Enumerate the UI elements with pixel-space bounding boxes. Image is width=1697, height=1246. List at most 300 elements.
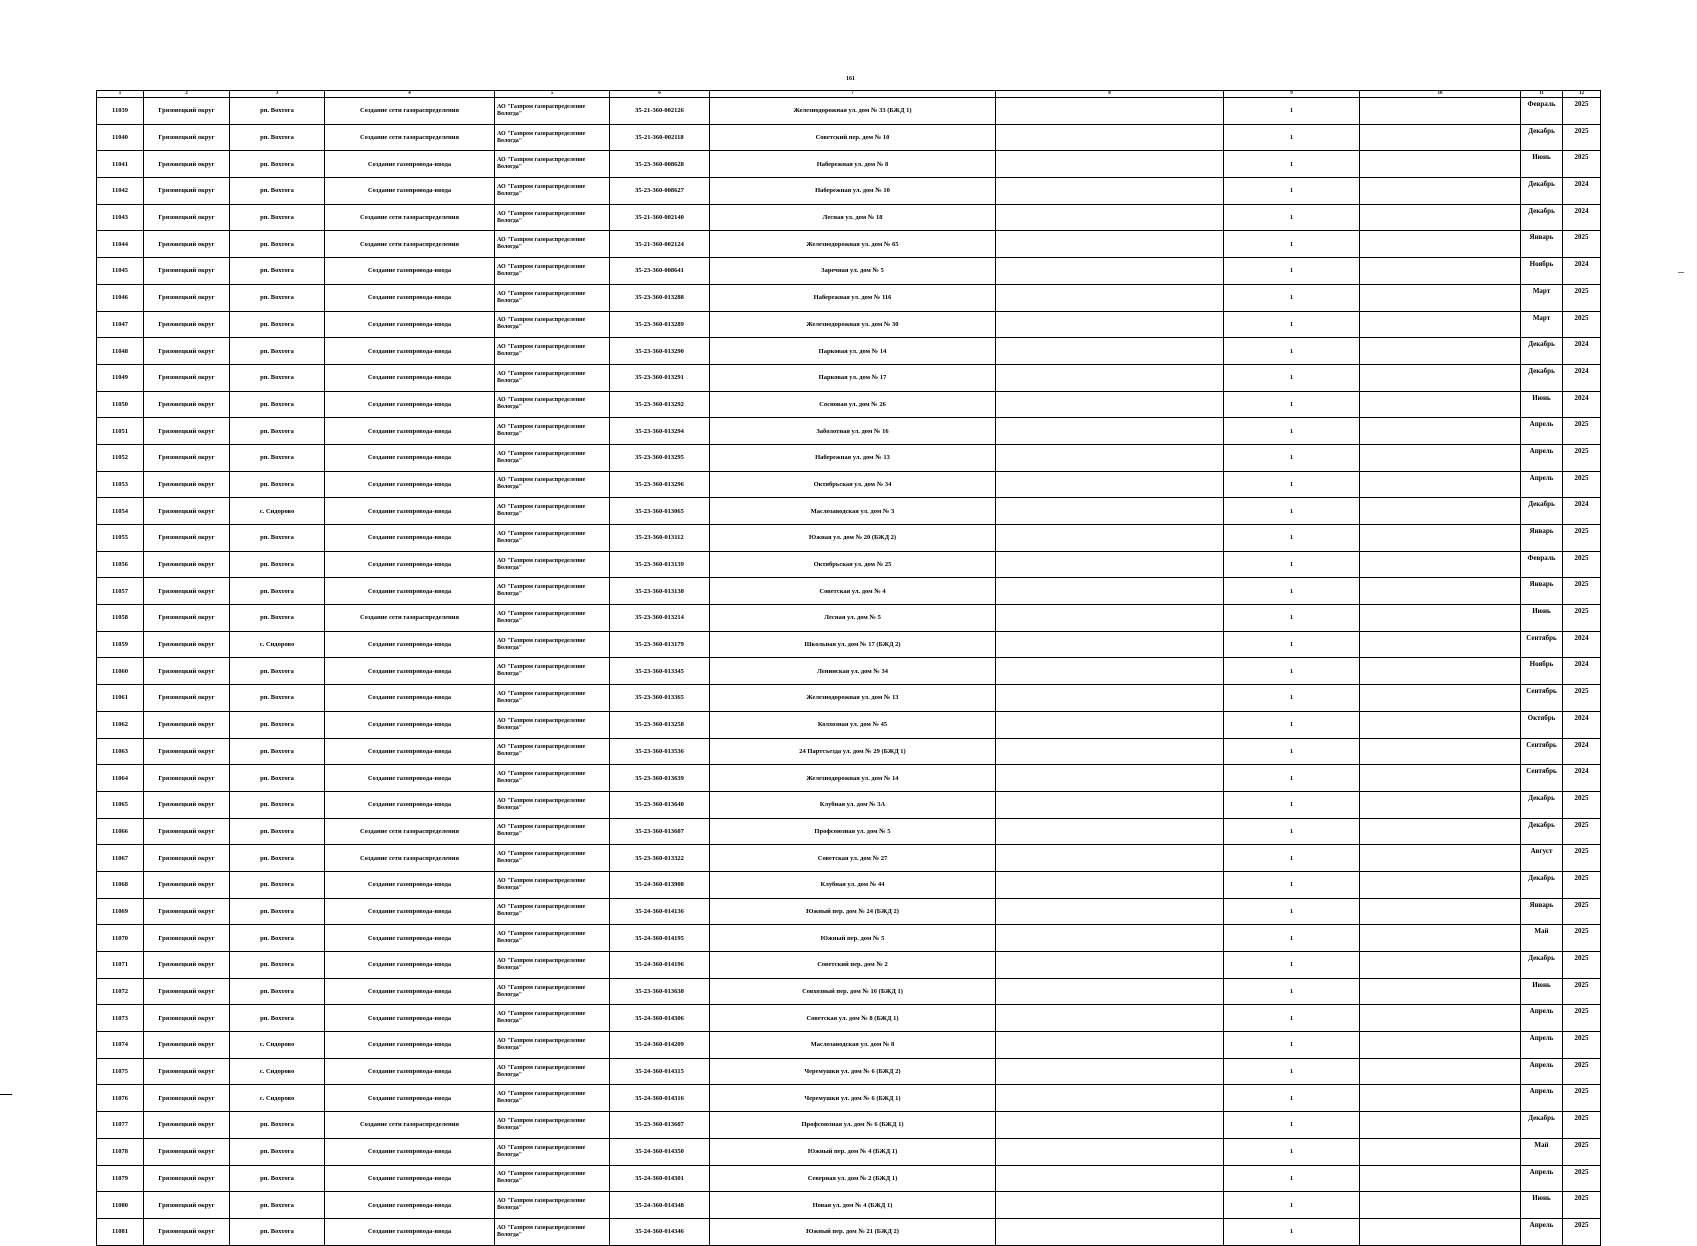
- cell-empty-col-8: [996, 258, 1224, 285]
- cell-empty-col-10: [1360, 738, 1521, 765]
- cell-month: Сентябрь: [1521, 738, 1563, 765]
- cell-empty-col-10: [1360, 685, 1521, 712]
- cell-row-number: 11080: [97, 1192, 144, 1219]
- cell-empty-col-8: [996, 685, 1224, 712]
- cell-empty-col-8: [996, 284, 1224, 311]
- table-row: [97, 631, 1601, 658]
- table-row: [97, 284, 1601, 311]
- cell-address: Клубная ул. дом № 44: [710, 871, 996, 898]
- cell-year: 2025: [1563, 1165, 1601, 1192]
- cell-empty-col-10: [1360, 1112, 1521, 1139]
- cell-empty-col-10: [1360, 1218, 1521, 1245]
- cell-work-type: Создание газопровода-ввода: [325, 284, 495, 311]
- cell-district: Грязовецкий округ: [144, 204, 230, 231]
- cell-quantity: 1: [1224, 631, 1360, 658]
- cell-month: Январь: [1521, 525, 1563, 552]
- cell-district: Грязовецкий округ: [144, 978, 230, 1005]
- cell-row-number: 11047: [97, 311, 144, 338]
- cell-empty-col-10: [1360, 498, 1521, 525]
- cell-row-number: 11067: [97, 845, 144, 872]
- cell-empty-col-10: [1360, 952, 1521, 979]
- cell-empty-col-8: [996, 231, 1224, 258]
- cell-quantity: 1: [1224, 1192, 1360, 1219]
- cell-organization: АО "Газпром газораспределение Вологда": [495, 605, 610, 632]
- cell-address: Железнодорожная ул. дом № 14: [710, 765, 996, 792]
- cell-year: 2025: [1563, 1005, 1601, 1032]
- table-row: [97, 791, 1601, 818]
- cell-row-number: 11069: [97, 898, 144, 925]
- cell-quantity: 1: [1224, 418, 1360, 445]
- cell-month: Сентябрь: [1521, 631, 1563, 658]
- cell-address: Советская ул. дом № 4: [710, 578, 996, 605]
- table-row: [97, 364, 1601, 391]
- cell-object-code: 35-23-360-013536: [610, 738, 710, 765]
- cell-work-type: Создание газопровода-ввода: [325, 178, 495, 205]
- table-row: [97, 1192, 1601, 1219]
- cell-row-number: 11040: [97, 124, 144, 151]
- cell-empty-col-10: [1360, 605, 1521, 632]
- cell-work-type: Создание сети газораспределения: [325, 204, 495, 231]
- table-row: [97, 898, 1601, 925]
- table-row: [97, 685, 1601, 712]
- cell-month: Ноябрь: [1521, 258, 1563, 285]
- cell-address: Набережная ул. дом № 8: [710, 151, 996, 178]
- cell-object-code: 35-23-360-013638: [610, 978, 710, 1005]
- cell-organization: АО "Газпром газораспределение Вологда": [495, 151, 610, 178]
- cell-organization: АО "Газпром газораспределение Вологда": [495, 1138, 610, 1165]
- cell-district: Грязовецкий округ: [144, 845, 230, 872]
- cell-row-number: 11065: [97, 791, 144, 818]
- cell-year: 2025: [1563, 124, 1601, 151]
- cell-empty-col-10: [1360, 338, 1521, 365]
- cell-object-code: 35-23-360-013112: [610, 525, 710, 552]
- cell-year: 2025: [1563, 231, 1601, 258]
- cell-address: Железнодорожная ул. дом № 13: [710, 685, 996, 712]
- cell-year: 2025: [1563, 605, 1601, 632]
- cell-object-code: 35-23-360-013365: [610, 685, 710, 712]
- cell-empty-col-10: [1360, 231, 1521, 258]
- cell-row-number: 11078: [97, 1138, 144, 1165]
- cell-object-code: 35-23-360-013607: [610, 818, 710, 845]
- cell-work-type: Создание газопровода-ввода: [325, 338, 495, 365]
- cell-month: Январь: [1521, 898, 1563, 925]
- column-number: 12: [1563, 91, 1601, 98]
- cell-empty-col-10: [1360, 925, 1521, 952]
- cell-settlement: рп. Вохтога: [230, 765, 325, 792]
- cell-object-code: 35-23-360-013607: [610, 1112, 710, 1139]
- cell-district: Грязовецкий округ: [144, 418, 230, 445]
- cell-empty-col-8: [996, 204, 1224, 231]
- cell-month: Апрель: [1521, 418, 1563, 445]
- cell-settlement: рп. Вохтога: [230, 418, 325, 445]
- cell-work-type: Создание сети газораспределения: [325, 98, 495, 125]
- cell-organization: АО "Газпром газораспределение Вологда": [495, 952, 610, 979]
- cell-empty-col-8: [996, 738, 1224, 765]
- cell-address: Советский пер. дом № 2: [710, 952, 996, 979]
- cell-district: Грязовецкий округ: [144, 258, 230, 285]
- table-row: [97, 418, 1601, 445]
- cell-settlement: рп. Вохтога: [230, 471, 325, 498]
- cell-empty-col-10: [1360, 658, 1521, 685]
- cell-organization: АО "Газпром газораспределение Вологда": [495, 178, 610, 205]
- cell-year: 2025: [1563, 444, 1601, 471]
- cell-row-number: 11059: [97, 631, 144, 658]
- cell-work-type: Создание газопровода-ввода: [325, 765, 495, 792]
- table-row: [97, 738, 1601, 765]
- cell-organization: АО "Газпром газораспределение Вологда": [495, 1085, 610, 1112]
- cell-year: 2025: [1563, 1085, 1601, 1112]
- cell-address: Железнодорожная ул. дом № 65: [710, 231, 996, 258]
- cell-quantity: 1: [1224, 258, 1360, 285]
- cell-row-number: 11076: [97, 1085, 144, 1112]
- cell-row-number: 11066: [97, 818, 144, 845]
- cell-empty-col-8: [996, 1085, 1224, 1112]
- cell-district: Грязовецкий округ: [144, 631, 230, 658]
- cell-quantity: 1: [1224, 338, 1360, 365]
- cell-organization: АО "Газпром газораспределение Вологда": [495, 311, 610, 338]
- cell-district: Грязовецкий округ: [144, 658, 230, 685]
- cell-settlement: рп. Вохтога: [230, 578, 325, 605]
- cell-year: 2025: [1563, 525, 1601, 552]
- cell-organization: АО "Газпром газораспределение Вологда": [495, 338, 610, 365]
- cell-organization: АО "Газпром газораспределение Вологда": [495, 364, 610, 391]
- cell-month: Апрель: [1521, 1218, 1563, 1245]
- cell-work-type: Создание газопровода-ввода: [325, 551, 495, 578]
- cell-quantity: 1: [1224, 711, 1360, 738]
- table-row: [97, 551, 1601, 578]
- cell-empty-col-10: [1360, 898, 1521, 925]
- cell-work-type: Создание газопровода-ввода: [325, 738, 495, 765]
- cell-row-number: 11062: [97, 711, 144, 738]
- cell-empty-col-10: [1360, 711, 1521, 738]
- cell-empty-col-10: [1360, 1165, 1521, 1192]
- cell-empty-col-8: [996, 871, 1224, 898]
- cell-empty-col-10: [1360, 1005, 1521, 1032]
- cell-empty-col-10: [1360, 284, 1521, 311]
- cell-year: 2024: [1563, 391, 1601, 418]
- cell-address: Южный пер. дом № 4 (БЖД 1): [710, 1138, 996, 1165]
- cell-month: Декабрь: [1521, 124, 1563, 151]
- cell-work-type: Создание газопровода-ввода: [325, 391, 495, 418]
- cell-row-number: 11058: [97, 605, 144, 632]
- cell-object-code: 35-24-360-014350: [610, 1138, 710, 1165]
- cell-empty-col-10: [1360, 871, 1521, 898]
- cell-empty-col-8: [996, 658, 1224, 685]
- cell-empty-col-10: [1360, 845, 1521, 872]
- cell-row-number: 11051: [97, 418, 144, 445]
- cell-empty-col-8: [996, 1058, 1224, 1085]
- cell-object-code: 35-23-360-013345: [610, 658, 710, 685]
- table-row: [97, 658, 1601, 685]
- cell-empty-col-10: [1360, 418, 1521, 445]
- cell-empty-col-8: [996, 178, 1224, 205]
- cell-month: Апрель: [1521, 1165, 1563, 1192]
- cell-year: 2025: [1563, 845, 1601, 872]
- cell-quantity: 1: [1224, 1058, 1360, 1085]
- cell-settlement: рп. Вохтога: [230, 685, 325, 712]
- cell-work-type: Создание газопровода-ввода: [325, 311, 495, 338]
- cell-object-code: 35-24-360-014195: [610, 925, 710, 952]
- cell-settlement: рп. Вохтога: [230, 204, 325, 231]
- cell-row-number: 11070: [97, 925, 144, 952]
- cell-year: 2025: [1563, 685, 1601, 712]
- cell-month: Июнь: [1521, 1192, 1563, 1219]
- cell-year: 2025: [1563, 311, 1601, 338]
- cell-empty-col-10: [1360, 818, 1521, 845]
- cell-work-type: Создание газопровода-ввода: [325, 498, 495, 525]
- cell-organization: АО "Газпром газораспределение Вологда": [495, 631, 610, 658]
- cell-quantity: 1: [1224, 1138, 1360, 1165]
- table-row: [97, 1005, 1601, 1032]
- cell-quantity: 1: [1224, 151, 1360, 178]
- cell-empty-col-8: [996, 978, 1224, 1005]
- column-number: 10: [1360, 91, 1521, 98]
- cell-organization: АО "Газпром газораспределение Вологда": [495, 898, 610, 925]
- cell-empty-col-10: [1360, 364, 1521, 391]
- cell-district: Грязовецкий округ: [144, 952, 230, 979]
- cell-object-code: 35-24-360-014348: [610, 1192, 710, 1219]
- table-row: [97, 311, 1601, 338]
- cell-empty-col-8: [996, 391, 1224, 418]
- cell-address: Южная ул. дом № 20 (БЖД 2): [710, 525, 996, 552]
- cell-month: Январь: [1521, 231, 1563, 258]
- cell-object-code: 35-23-360-013288: [610, 284, 710, 311]
- cell-work-type: Создание газопровода-ввода: [325, 444, 495, 471]
- cell-organization: АО "Газпром газораспределение Вологда": [495, 498, 610, 525]
- cell-empty-col-10: [1360, 471, 1521, 498]
- cell-empty-col-8: [996, 98, 1224, 125]
- cell-row-number: 11055: [97, 525, 144, 552]
- cell-empty-col-8: [996, 1112, 1224, 1139]
- cell-month: Декабрь: [1521, 364, 1563, 391]
- cell-month: Декабрь: [1521, 952, 1563, 979]
- cell-year: 2024: [1563, 498, 1601, 525]
- cell-quantity: 1: [1224, 311, 1360, 338]
- cell-settlement: рп. Вохтога: [230, 124, 325, 151]
- cell-organization: АО "Газпром газораспределение Вологда": [495, 791, 610, 818]
- cell-month: Май: [1521, 925, 1563, 952]
- cell-address: Набережная ул. дом № 13: [710, 444, 996, 471]
- cell-work-type: Создание газопровода-ввода: [325, 1218, 495, 1245]
- cell-year: 2025: [1563, 1138, 1601, 1165]
- cell-object-code: 35-23-360-013292: [610, 391, 710, 418]
- cell-month: Сентябрь: [1521, 765, 1563, 792]
- cell-organization: АО "Газпром газораспределение Вологда": [495, 1032, 610, 1059]
- cell-quantity: 1: [1224, 1112, 1360, 1139]
- cell-object-code: 35-23-360-013295: [610, 444, 710, 471]
- cell-district: Грязовецкий округ: [144, 1165, 230, 1192]
- cell-address: Клубная ул. дом № 3А: [710, 791, 996, 818]
- cell-work-type: Создание сети газораспределения: [325, 605, 495, 632]
- cell-address: Новая ул. дом № 4 (БЖД 1): [710, 1192, 996, 1219]
- cell-work-type: Создание газопровода-ввода: [325, 1192, 495, 1219]
- cell-month: Август: [1521, 845, 1563, 872]
- cell-quantity: 1: [1224, 978, 1360, 1005]
- column-number: 5: [495, 91, 610, 98]
- cell-district: Грязовецкий округ: [144, 685, 230, 712]
- cell-settlement: рп. Вохтога: [230, 845, 325, 872]
- cell-address: Набережная ул. дом № 10: [710, 178, 996, 205]
- cell-month: Декабрь: [1521, 338, 1563, 365]
- cell-settlement: с. Сидорово: [230, 1058, 325, 1085]
- cell-organization: АО "Газпром газораспределение Вологда": [495, 525, 610, 552]
- cell-district: Грязовецкий округ: [144, 1058, 230, 1085]
- cell-work-type: Создание сети газораспределения: [325, 1112, 495, 1139]
- cell-empty-col-8: [996, 418, 1224, 445]
- cell-address: Черемушки ул. дом № 6 (БЖД 1): [710, 1085, 996, 1112]
- cell-organization: АО "Газпром газораспределение Вологда": [495, 1058, 610, 1085]
- cell-empty-col-8: [996, 845, 1224, 872]
- cell-empty-col-8: [996, 925, 1224, 952]
- cell-settlement: с. Сидорово: [230, 1085, 325, 1112]
- cell-empty-col-10: [1360, 391, 1521, 418]
- cell-empty-col-10: [1360, 1032, 1521, 1059]
- cell-year: 2025: [1563, 551, 1601, 578]
- cell-address: Маслозаводская ул. дом № 3: [710, 498, 996, 525]
- cell-district: Грязовецкий округ: [144, 391, 230, 418]
- cell-quantity: 1: [1224, 605, 1360, 632]
- cell-settlement: рп. Вохтога: [230, 711, 325, 738]
- cell-empty-col-8: [996, 338, 1224, 365]
- cell-empty-col-8: [996, 631, 1224, 658]
- cell-row-number: 11068: [97, 871, 144, 898]
- cell-settlement: рп. Вохтога: [230, 98, 325, 125]
- cell-quantity: 1: [1224, 685, 1360, 712]
- cell-organization: АО "Газпром газораспределение Вологда": [495, 124, 610, 151]
- cell-district: Грязовецкий округ: [144, 871, 230, 898]
- cell-district: Грязовецкий округ: [144, 738, 230, 765]
- cell-object-code: 35-23-360-008627: [610, 178, 710, 205]
- cell-year: 2024: [1563, 204, 1601, 231]
- cell-work-type: Создание газопровода-ввода: [325, 1085, 495, 1112]
- cell-object-code: 35-23-360-013291: [610, 364, 710, 391]
- cell-district: Грязовецкий округ: [144, 311, 230, 338]
- cell-settlement: рп. Вохтога: [230, 364, 325, 391]
- cell-district: Грязовецкий округ: [144, 1192, 230, 1219]
- cell-settlement: рп. Вохтога: [230, 338, 325, 365]
- table-row: [97, 1058, 1601, 1085]
- cell-district: Грязовецкий округ: [144, 925, 230, 952]
- cell-object-code: 35-21-360-002118: [610, 124, 710, 151]
- cell-address: Октябрьская ул. дом № 34: [710, 471, 996, 498]
- cell-year: 2025: [1563, 151, 1601, 178]
- cell-address: 24 Партсъезда ул. дом № 29 (БЖД 1): [710, 738, 996, 765]
- cell-empty-col-10: [1360, 151, 1521, 178]
- cell-month: Апрель: [1521, 444, 1563, 471]
- cell-year: 2025: [1563, 791, 1601, 818]
- cell-organization: АО "Газпром газораспределение Вологда": [495, 818, 610, 845]
- cell-year: 2025: [1563, 925, 1601, 952]
- cell-empty-col-8: [996, 818, 1224, 845]
- cell-object-code: 35-24-360-014315: [610, 1058, 710, 1085]
- cell-work-type: Создание газопровода-ввода: [325, 631, 495, 658]
- cell-empty-col-10: [1360, 1058, 1521, 1085]
- cell-quantity: 1: [1224, 231, 1360, 258]
- cell-empty-col-10: [1360, 311, 1521, 338]
- cell-address: Профсоюзная ул. дом № 6 (БЖД 1): [710, 1112, 996, 1139]
- cell-row-number: 11071: [97, 952, 144, 979]
- cell-district: Грязовецкий округ: [144, 1032, 230, 1059]
- cell-address: Советская ул. дом № 8 (БЖД 1): [710, 1005, 996, 1032]
- cell-empty-col-10: [1360, 765, 1521, 792]
- cell-organization: АО "Газпром газораспределение Вологда": [495, 98, 610, 125]
- cell-district: Грязовецкий округ: [144, 471, 230, 498]
- column-number: 8: [996, 91, 1224, 98]
- cell-organization: АО "Газпром газораспределение Вологда": [495, 284, 610, 311]
- table-row: [97, 98, 1601, 125]
- cell-year: 2025: [1563, 1112, 1601, 1139]
- cell-settlement: рп. Вохтога: [230, 952, 325, 979]
- cell-organization: АО "Газпром газораспределение Вологда": [495, 738, 610, 765]
- scan-edge-mark: [1678, 272, 1684, 273]
- cell-row-number: 11053: [97, 471, 144, 498]
- cell-month: Апрель: [1521, 471, 1563, 498]
- cell-row-number: 11077: [97, 1112, 144, 1139]
- cell-month: Октябрь: [1521, 711, 1563, 738]
- cell-empty-col-10: [1360, 204, 1521, 231]
- cell-quantity: 1: [1224, 498, 1360, 525]
- cell-organization: АО "Газпром газораспределение Вологда": [495, 658, 610, 685]
- table-row: [97, 258, 1601, 285]
- cell-organization: АО "Газпром газораспределение Вологда": [495, 258, 610, 285]
- cell-organization: АО "Газпром газораспределение Вологда": [495, 685, 610, 712]
- table-row: [97, 471, 1601, 498]
- cell-year: 2025: [1563, 871, 1601, 898]
- cell-empty-col-10: [1360, 1138, 1521, 1165]
- cell-quantity: 1: [1224, 818, 1360, 845]
- cell-quantity: 1: [1224, 1005, 1360, 1032]
- cell-work-type: Создание газопровода-ввода: [325, 471, 495, 498]
- cell-empty-col-8: [996, 952, 1224, 979]
- cell-quantity: 1: [1224, 845, 1360, 872]
- table-row: [97, 1165, 1601, 1192]
- cell-year: 2024: [1563, 364, 1601, 391]
- cell-object-code: 35-23-360-013214: [610, 605, 710, 632]
- cell-row-number: 11057: [97, 578, 144, 605]
- cell-month: Февраль: [1521, 551, 1563, 578]
- cell-empty-col-8: [996, 1218, 1224, 1245]
- cell-district: Грязовецкий округ: [144, 578, 230, 605]
- cell-quantity: 1: [1224, 925, 1360, 952]
- cell-object-code: 35-21-360-002124: [610, 231, 710, 258]
- cell-settlement: рп. Вохтога: [230, 258, 325, 285]
- table-row: [97, 578, 1601, 605]
- cell-address: Школьная ул. дом № 17 (БЖД 2): [710, 631, 996, 658]
- cell-work-type: Создание газопровода-ввода: [325, 578, 495, 605]
- column-number: 4: [325, 91, 495, 98]
- cell-district: Грязовецкий округ: [144, 605, 230, 632]
- cell-empty-col-10: [1360, 551, 1521, 578]
- cell-year: 2025: [1563, 898, 1601, 925]
- cell-quantity: 1: [1224, 204, 1360, 231]
- cell-quantity: 1: [1224, 791, 1360, 818]
- cell-empty-col-10: [1360, 178, 1521, 205]
- cell-work-type: Создание газопровода-ввода: [325, 685, 495, 712]
- cell-row-number: 11041: [97, 151, 144, 178]
- cell-row-number: 11042: [97, 178, 144, 205]
- cell-object-code: 35-23-360-013138: [610, 578, 710, 605]
- cell-year: 2024: [1563, 258, 1601, 285]
- cell-object-code: 35-23-360-013294: [610, 418, 710, 445]
- cell-empty-col-8: [996, 578, 1224, 605]
- cell-district: Грязовецкий округ: [144, 898, 230, 925]
- cell-settlement: с. Сидорово: [230, 1032, 325, 1059]
- cell-settlement: рп. Вохтога: [230, 551, 325, 578]
- cell-settlement: рп. Вохтога: [230, 978, 325, 1005]
- table-row: [97, 711, 1601, 738]
- cell-district: Грязовецкий округ: [144, 338, 230, 365]
- cell-year: 2025: [1563, 471, 1601, 498]
